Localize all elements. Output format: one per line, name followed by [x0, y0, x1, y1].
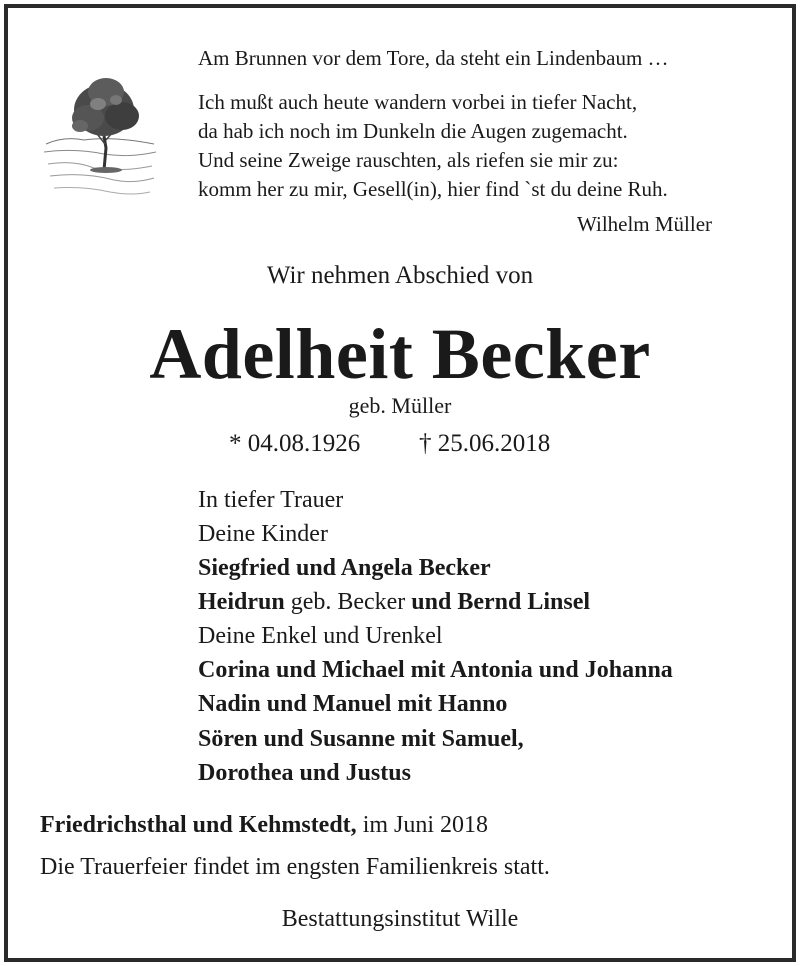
mourner-first: Heidrun — [198, 589, 285, 615]
mourner-birth-name: geb. Becker — [284, 589, 412, 615]
place: Friedrichsthal und Kehmstedt, — [40, 812, 357, 838]
mourner-names-mixed — [198, 585, 590, 619]
mourner-names: Nadin und Manuel mit Hanno — [198, 691, 508, 717]
birth-date: * 04.08.1926 — [229, 430, 361, 457]
death-date: † 25.06.2018 — [419, 430, 551, 457]
mourner-names: Siegfried und Angela Becker — [198, 555, 491, 581]
poem-line: Und seine Zweige rauschten, als riefen sie mir zu: — [198, 148, 619, 172]
mourners-group: Deine Kinder — [198, 521, 328, 547]
mourner-partner: und Bernd Linsel — [411, 589, 591, 615]
poem-line: Am Brunnen vor dem Tore, da steht ein Lindenbaum … — [198, 46, 669, 70]
mourners-group: Deine Enkel und Urenkel — [198, 623, 443, 649]
birth-name: geb. Müller — [348, 393, 452, 418]
notice-date: im Juni 2018 — [356, 812, 489, 838]
farewell-intro: Wir nehmen Abschied von — [266, 262, 534, 289]
mourners-intro: In tiefer Trauer — [198, 487, 344, 513]
mourner-names: Dorothea und Justus — [198, 760, 411, 786]
poem-line: Ich mußt auch heute wandern vorbei in tiefer Nacht, — [198, 90, 638, 114]
deceased-name: Adelheit Becker — [149, 314, 651, 394]
poem-author: Wilhelm Müller — [577, 212, 713, 236]
funeral-home: Bestattungsinstitut Wille — [281, 906, 519, 932]
mourner-names: Corina und Michael mit Antonia und Johanna — [198, 657, 673, 683]
poem-line: da hab ich noch im Dunkeln die Augen zugemacht. — [198, 119, 628, 143]
poem-line: komm her zu mir, Gesell(in), hier find `st du deine Ruh. — [198, 177, 668, 201]
linden-tree-illustration — [44, 52, 156, 204]
funeral-note: Die Trauerfeier findet im engsten Familienkreis statt. — [40, 854, 550, 880]
place-and-date — [40, 812, 488, 839]
mourner-names: Sören und Susanne mit Samuel, — [198, 726, 524, 752]
